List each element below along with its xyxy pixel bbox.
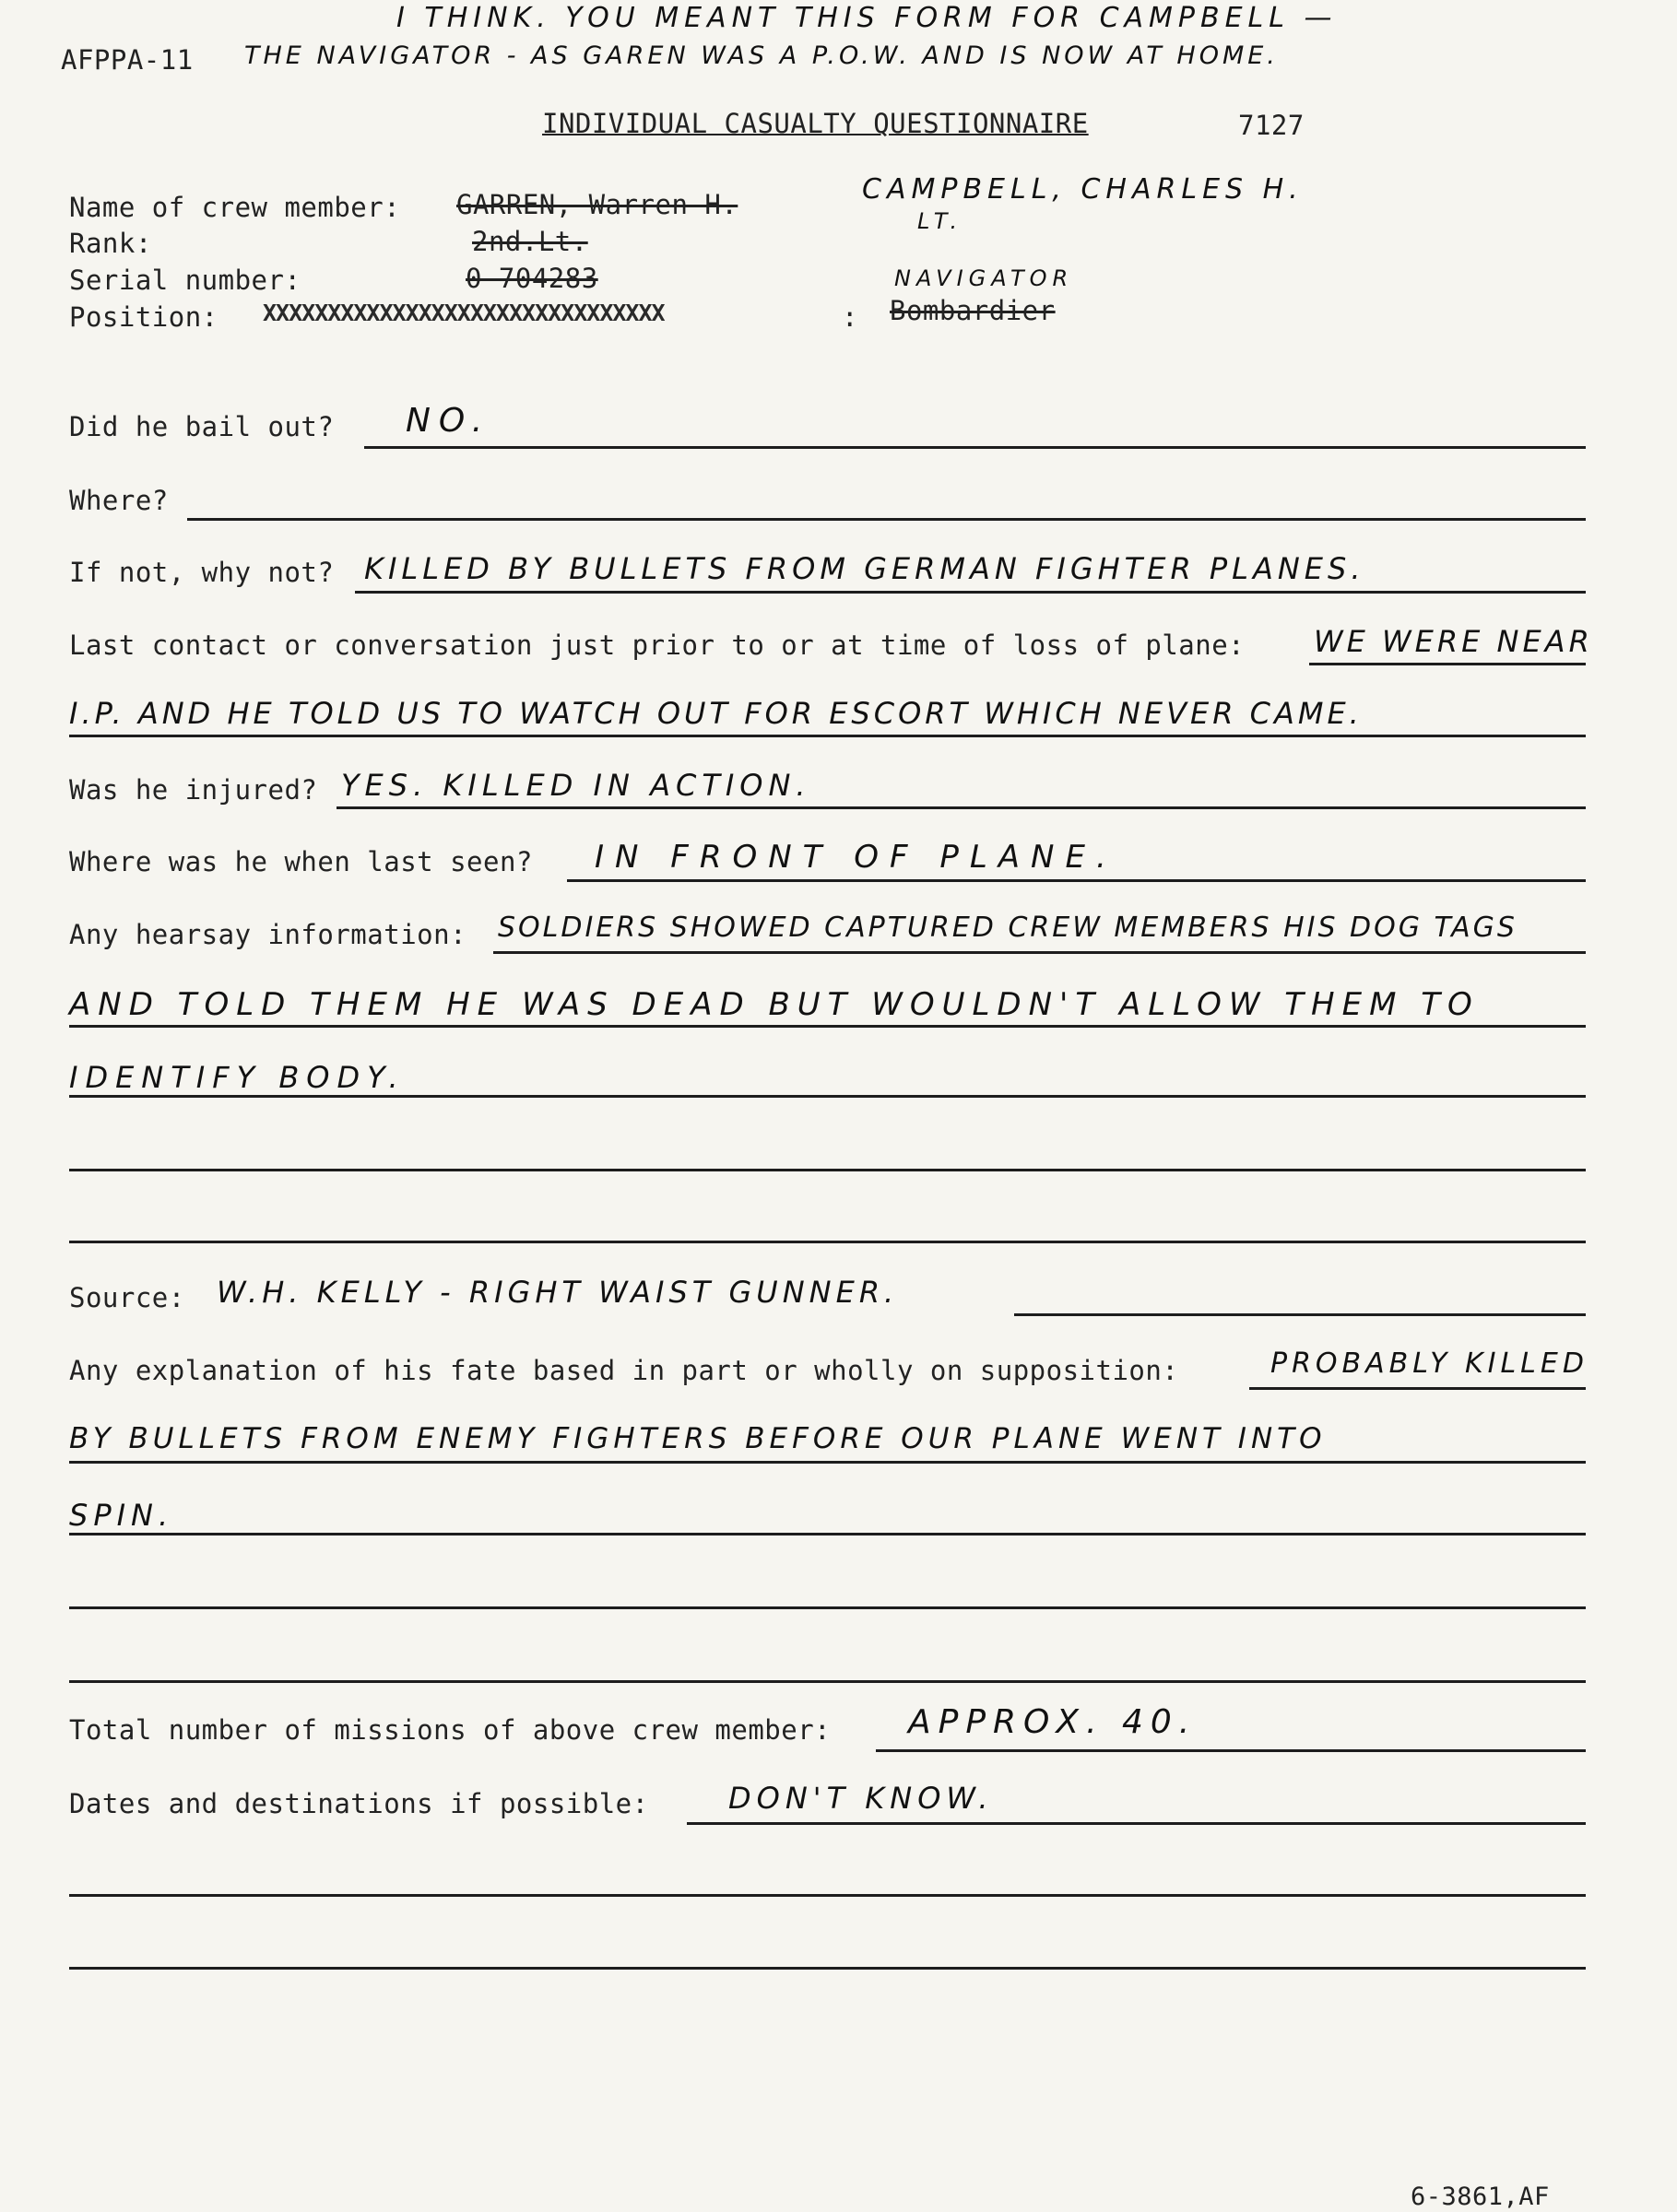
form-footer-number: 6-3861,AF <box>1411 2183 1550 2211</box>
form-title: INDIVIDUAL CASUALTY QUESTIONNAIRE <box>542 108 1089 139</box>
last-seen-line <box>567 879 1586 882</box>
fate-line-1 <box>1249 1387 1586 1390</box>
source-label: Source: <box>69 1282 185 1313</box>
injured-answer: YES. KILLED IN ACTION. <box>341 768 811 803</box>
fate-answer-2: BY BULLETS FROM ENEMY FIGHTERS BEFORE OUR PLANE WENT INTO <box>69 1422 1327 1455</box>
name-label: Name of crew member: <box>69 192 401 223</box>
hearsay-line-2 <box>69 1025 1586 1028</box>
dates-label: Dates and destinations if possible: <box>69 1788 649 1819</box>
missions-line <box>876 1749 1586 1752</box>
serial-label: Serial number: <box>69 265 301 296</box>
source-answer: W.H. KELLY - RIGHT WAIST GUNNER. <box>217 1275 899 1310</box>
fate-label: Any explanation of his fate based in part or wholly on supposition: <box>69 1355 1179 1386</box>
missions-answer: APPROX. 40. <box>908 1703 1198 1741</box>
fate-line-2 <box>69 1461 1586 1464</box>
injured-line <box>337 806 1586 809</box>
dates-answer: DON'T KNOW. <box>728 1781 994 1816</box>
hearsay-line-5 <box>69 1241 1586 1243</box>
rank-typed-struck: 2nd.Lt. <box>472 226 588 257</box>
dates-line-3 <box>69 1967 1586 1970</box>
rank-handwritten: LT. <box>917 208 963 234</box>
rank-label: Rank: <box>69 228 152 259</box>
contact-line-2 <box>69 735 1586 737</box>
contact-label: Last contact or conversation just prior to or at time of loss of plane: <box>69 629 1246 661</box>
last-seen-label: Where was he when last seen? <box>69 846 533 877</box>
fate-line-5 <box>69 1680 1586 1683</box>
name-typed-struck: GARREN, Warren H. <box>456 189 738 220</box>
name-handwritten: CAMPBELL, CHARLES H. <box>862 173 1304 206</box>
why-answer: KILLED BY BULLETS FROM GERMAN FIGHTER PLANES. <box>364 551 1365 586</box>
hearsay-label: Any hearsay information: <box>69 919 467 950</box>
position-colon: : <box>842 301 858 333</box>
hearsay-line-3 <box>69 1095 1586 1098</box>
serial-typed-struck: 0-704283 <box>466 263 598 294</box>
fate-answer-1: PROBABLY KILLED <box>1270 1347 1588 1380</box>
handwritten-note-line-1: I THINK. YOU MEANT THIS FORM FOR CAMPBELL — <box>396 2 1338 34</box>
position-options-xed-out: XXXXXXXXXXXXXXXXXXXXXXXXXXXXXXX <box>263 300 665 326</box>
missions-label: Total number of missions of above crew member: <box>69 1714 832 1746</box>
where-label: Where? <box>69 485 169 516</box>
handwritten-note-line-2: THE NAVIGATOR - AS GAREN WAS A P.O.W. AND IS NOW AT HOME. <box>244 41 1279 70</box>
bail-line <box>364 446 1586 449</box>
why-line <box>355 591 1586 594</box>
source-line <box>1014 1313 1586 1316</box>
position-typed-struck: Bombardier <box>890 295 1056 326</box>
contact-answer-2: I.P. AND HE TOLD US TO WATCH OUT FOR ESCORT WHICH NEVER CAME. <box>69 696 1363 731</box>
injured-label: Was he injured? <box>69 774 318 806</box>
form-number: 7127 <box>1238 110 1305 141</box>
fate-line-3 <box>69 1533 1586 1535</box>
dates-line-2 <box>69 1894 1586 1897</box>
last-seen-answer: IN FRONT OF PLANE. <box>595 839 1117 876</box>
dates-line <box>687 1822 1586 1825</box>
why-label: If not, why not? <box>69 557 335 588</box>
hearsay-line-1 <box>493 951 1586 954</box>
bail-label: Did he bail out? <box>69 411 335 442</box>
hearsay-answer-2: AND TOLD THEM HE WAS DEAD BUT WOULDN'T ALLOW THEM TO <box>69 986 1480 1023</box>
contact-line-1 <box>1309 663 1586 665</box>
hearsay-answer-1: SOLDIERS SHOWED CAPTURED CREW MEMBERS HIS DOG TAGS <box>498 912 1518 944</box>
fate-answer-3: SPIN. <box>69 1498 174 1533</box>
bail-answer: NO. <box>406 402 491 440</box>
contact-answer-1: WE WERE NEAR <box>1314 624 1593 659</box>
hearsay-line-4 <box>69 1169 1586 1171</box>
position-handwritten: NAVIGATOR <box>894 265 1074 291</box>
hearsay-answer-3: IDENTIFY BODY. <box>69 1060 406 1095</box>
fate-line-4 <box>69 1606 1586 1609</box>
form-code: AFPPA-11 <box>61 44 194 76</box>
position-label: Position: <box>69 301 218 333</box>
where-line <box>187 518 1586 521</box>
